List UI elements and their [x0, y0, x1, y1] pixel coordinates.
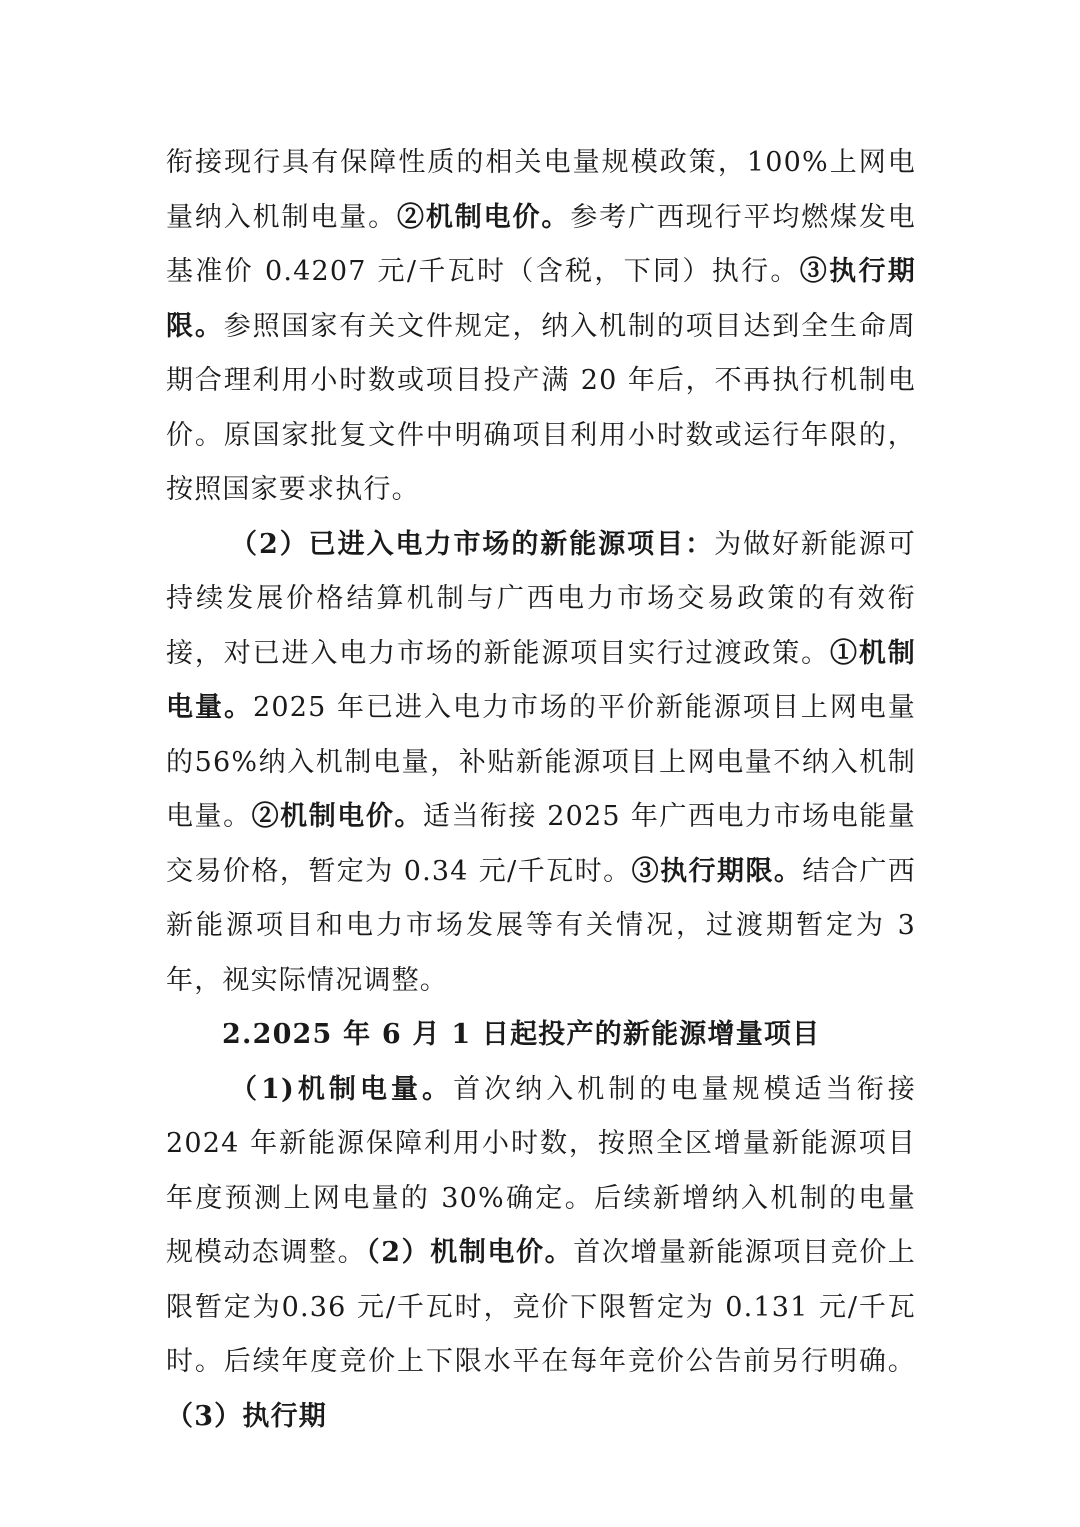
- bold-heading-execution-period: ③执行期限。: [166, 256, 916, 342]
- document-page: [166, 136, 916, 1444]
- paragraph-incremental-projects: [166, 1063, 916, 1445]
- section-heading-incremental-projects: 2.2025 年 6 月 1 日起投产的新能源增量项目: [222, 1019, 821, 1050]
- paragraph-mechanism-existing: [166, 136, 916, 518]
- para-text: 参考广西现行平均燃煤发电基准价 0.4207 元/千瓦时（含税，下同）执行。: [166, 201, 917, 287]
- para-text: 首次增量新能源项目竞价上限暂定为0.36 元/千瓦时，竞价下限暂定为 0.131 元/千瓦时。后续年度竞价上下限水平在每年竞价公告前另行明确。: [166, 1237, 916, 1377]
- para-text: 为做好新能源可持续发展价格结算机制与广西电力市场交易政策的有效衔接，对已进入电力市场的新能源项目实行过渡政策。: [166, 528, 917, 669]
- bold-heading-mechanism-price: ②机制电价。: [251, 801, 423, 832]
- para-text: 2025 年已进入电力市场的平价新能源项目上网电量的56%纳入机制电量，补贴新能源项目上网电量不纳入机制电量。: [166, 692, 916, 832]
- bold-heading-execution-period: （3）执行期: [166, 1400, 327, 1432]
- para-text: 结合广西新能源项目和电力市场发展等有关情况，过渡期暂定为 3 年，视实际情况调整。: [166, 855, 916, 996]
- para-text: 适当衔接 2025 年广西电力市场电能量交易价格，暂定为 0.34 元/千瓦时。: [166, 801, 916, 887]
- bold-heading-mechanism-volume: ①机制电量。: [166, 637, 916, 723]
- para-text: 参照国家有关文件规定，纳入机制的项目达到全生命周期合理利用小时数或项目投产满 20 年后，不再执行机制电价。原国家批复文件中明确项目利用小时数或运行年限的，按照国家要求执行。: [166, 310, 916, 505]
- para-text: 首次纳入机制的电量规模适当衔接 2024 年新能源保障利用小时数，按照全区增量新能源项目年度预测上网电量的 30%确定。后续新增纳入机制的电量规模动态调整。: [166, 1073, 916, 1268]
- bold-heading-execution-period: ③执行期限。: [631, 855, 803, 887]
- bold-heading-market-projects: （2）已进入电力市场的新能源项目：: [230, 528, 715, 560]
- bold-heading-mechanism-volume: （1)机制电量。: [230, 1073, 454, 1105]
- bold-heading-mechanism-price: ②机制电价。: [396, 201, 571, 233]
- paragraph-market-projects: [166, 518, 916, 1009]
- bold-heading-mechanism-price: （2）机制电价。: [366, 1237, 574, 1268]
- para-text: 衔接现行具有保障性质的相关电量规模政策，100%上网电量纳入机制电量。: [166, 147, 916, 233]
